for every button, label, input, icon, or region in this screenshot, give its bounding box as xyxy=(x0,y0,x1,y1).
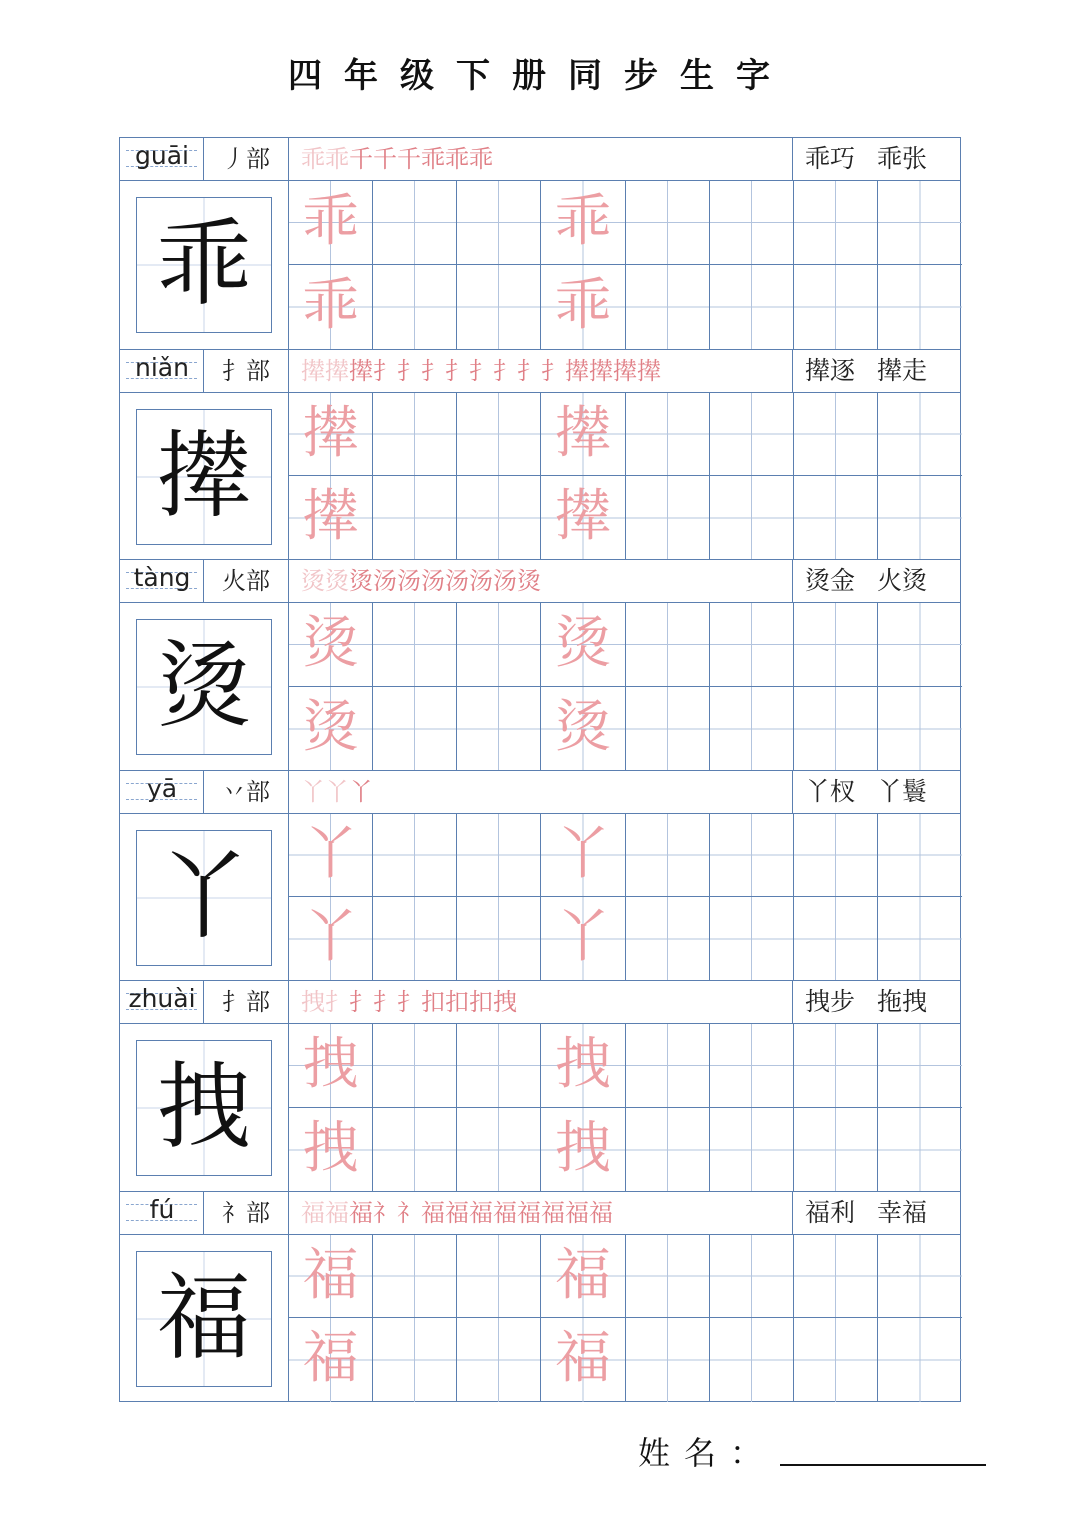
model-char-area xyxy=(120,1024,289,1192)
model-char: 乖 xyxy=(156,210,251,319)
pinyin-cell xyxy=(120,981,204,1023)
writing-cell[interactable] xyxy=(457,687,541,771)
writing-grid xyxy=(289,181,962,349)
example-word: 火烫 xyxy=(877,566,928,595)
writing-cell[interactable] xyxy=(710,476,794,560)
stroke-step: 福 xyxy=(349,1198,373,1227)
stroke-step: 烫 xyxy=(325,567,349,595)
entry-header xyxy=(120,981,960,1024)
writing-cell[interactable] xyxy=(373,1235,457,1319)
writing-cell[interactable] xyxy=(373,393,457,477)
radical-label: 火部 xyxy=(204,560,289,602)
trace-char: 烫 xyxy=(302,611,359,676)
stroke-step: 汤 xyxy=(373,567,397,595)
writing-cell[interactable] xyxy=(710,897,794,981)
writing-cell[interactable] xyxy=(878,814,962,898)
writing-cell[interactable] xyxy=(794,1318,878,1402)
trace-char: 烫 xyxy=(554,611,611,676)
writing-cell[interactable] xyxy=(878,476,962,560)
pinyin: fú xyxy=(149,1194,175,1224)
trace-char: 撵 xyxy=(554,400,611,466)
stroke-step: 撵 xyxy=(565,356,589,385)
writing-cell[interactable] xyxy=(289,1108,373,1192)
stroke-step: 扌 xyxy=(325,988,349,1016)
char-entry xyxy=(120,770,960,981)
stroke-step: 撵 xyxy=(589,356,613,385)
writing-cell[interactable] xyxy=(289,1024,373,1108)
stroke-step: 福 xyxy=(325,1198,349,1227)
writing-cell[interactable] xyxy=(541,1235,625,1319)
radical-label: 礻部 xyxy=(204,1192,289,1234)
writing-cell[interactable] xyxy=(710,1024,794,1108)
stroke-step: 福 xyxy=(421,1198,445,1227)
stroke-step: 福 xyxy=(493,1198,517,1227)
example-word: 乖巧 xyxy=(805,144,856,173)
writing-cell[interactable] xyxy=(878,1108,962,1192)
stroke-step: 烫 xyxy=(301,567,325,595)
model-char-box xyxy=(136,619,272,755)
stroke-step: 乖 xyxy=(301,145,325,173)
stroke-step: 千 xyxy=(397,145,421,173)
model-char-area xyxy=(120,1235,289,1403)
writing-cell[interactable] xyxy=(878,687,962,771)
stroke-step: 扌 xyxy=(517,356,541,385)
writing-cell[interactable] xyxy=(626,603,710,687)
writing-cell[interactable] xyxy=(626,1235,710,1319)
trace-char: 拽 xyxy=(554,1032,611,1097)
stroke-step: 扌 xyxy=(349,988,373,1016)
trace-char: 福 xyxy=(302,1326,359,1392)
stroke-step: 汤 xyxy=(445,567,469,595)
writing-cell[interactable] xyxy=(373,897,457,981)
writing-cell[interactable] xyxy=(794,1108,878,1192)
name-blank[interactable] xyxy=(780,1464,986,1466)
writing-cell[interactable] xyxy=(794,687,878,771)
writing-cell[interactable] xyxy=(710,1318,794,1402)
stroke-step: 福 xyxy=(517,1198,541,1227)
model-char-area xyxy=(120,393,289,561)
writing-cell[interactable] xyxy=(710,265,794,349)
stroke-step: 扌 xyxy=(397,988,421,1016)
stroke-step: 撵 xyxy=(301,356,325,385)
example-word: 乖张 xyxy=(877,144,928,173)
writing-cell[interactable] xyxy=(541,265,625,349)
writing-cell[interactable] xyxy=(373,814,457,898)
example-words xyxy=(793,560,962,602)
stroke-step: 丫 xyxy=(301,777,325,806)
writing-cell[interactable] xyxy=(541,393,625,477)
writing-cell[interactable] xyxy=(710,687,794,771)
radical-label: 丿部 xyxy=(204,138,289,180)
writing-cell[interactable] xyxy=(457,603,541,687)
writing-cell[interactable] xyxy=(626,814,710,898)
writing-cell[interactable] xyxy=(373,181,457,265)
writing-cell[interactable] xyxy=(373,603,457,687)
writing-cell[interactable] xyxy=(457,897,541,981)
model-char-area xyxy=(120,181,289,349)
stroke-step: 扣 xyxy=(469,988,493,1016)
writing-cell[interactable] xyxy=(878,1318,962,1402)
stroke-step: 扌 xyxy=(421,356,445,385)
pinyin: niǎn xyxy=(135,352,189,382)
writing-cell[interactable] xyxy=(794,814,878,898)
writing-cell[interactable] xyxy=(289,814,373,898)
writing-cell[interactable] xyxy=(626,1024,710,1108)
example-word: 撵逐 xyxy=(805,355,856,385)
example-words xyxy=(793,1192,962,1234)
writing-cell[interactable] xyxy=(710,814,794,898)
writing-cell[interactable] xyxy=(541,687,625,771)
stroke-step: 千 xyxy=(373,145,397,173)
stroke-step: 扣 xyxy=(421,988,445,1016)
pinyin-cell xyxy=(120,771,204,813)
writing-cell[interactable] xyxy=(794,476,878,560)
example-word: 福利 xyxy=(805,1197,856,1227)
writing-cell[interactable] xyxy=(289,476,373,560)
stroke-step: 扌 xyxy=(373,356,397,385)
example-word: 撵走 xyxy=(877,355,928,385)
trace-char: 乖 xyxy=(554,272,611,338)
char-entry xyxy=(120,980,960,1191)
stroke-step: 拽 xyxy=(493,988,517,1016)
trace-char: 撵 xyxy=(554,484,611,550)
writing-cell[interactable] xyxy=(289,687,373,771)
writing-cell[interactable] xyxy=(794,897,878,981)
example-word: 丫鬟 xyxy=(877,776,928,806)
trace-char: 烫 xyxy=(554,694,611,760)
writing-cell[interactable] xyxy=(289,603,373,687)
writing-cell[interactable] xyxy=(457,476,541,560)
trace-char: 撵 xyxy=(302,484,359,550)
writing-cell[interactable] xyxy=(710,603,794,687)
model-char: 拽 xyxy=(156,1053,251,1162)
writing-cell[interactable] xyxy=(626,897,710,981)
writing-cell[interactable] xyxy=(878,181,962,265)
trace-char: 丫 xyxy=(554,905,611,971)
writing-cell[interactable] xyxy=(710,181,794,265)
stroke-step: 扌 xyxy=(541,356,565,385)
stroke-step: 汤 xyxy=(493,567,517,595)
trace-char: 丫 xyxy=(554,821,611,887)
writing-cell[interactable] xyxy=(710,1235,794,1319)
stroke-step: 汤 xyxy=(469,567,493,595)
entry-header xyxy=(120,771,960,814)
writing-cell[interactable] xyxy=(289,1235,373,1319)
writing-cell[interactable] xyxy=(541,181,625,265)
stroke-step: 乖 xyxy=(469,145,493,173)
radical-label: 丷部 xyxy=(204,771,289,813)
stroke-step: 乖 xyxy=(445,145,469,173)
trace-char: 拽 xyxy=(302,1115,359,1181)
model-char: 丫 xyxy=(156,842,251,952)
trace-char: 乖 xyxy=(302,189,359,254)
name-field[interactable] xyxy=(638,1428,986,1474)
model-char: 撵 xyxy=(156,421,251,531)
writing-cell[interactable] xyxy=(541,814,625,898)
writing-cell[interactable] xyxy=(541,603,625,687)
model-char: 烫 xyxy=(156,632,251,741)
model-char-area xyxy=(120,814,289,982)
writing-cell[interactable] xyxy=(626,181,710,265)
example-word: 幸福 xyxy=(877,1197,928,1227)
writing-cell[interactable] xyxy=(794,603,878,687)
writing-cell[interactable] xyxy=(878,265,962,349)
pinyin: tàng xyxy=(133,563,191,592)
writing-grid xyxy=(289,393,962,561)
trace-char: 乖 xyxy=(554,189,611,254)
pinyin-cell xyxy=(120,350,204,392)
writing-cell[interactable] xyxy=(289,265,373,349)
writing-cell[interactable] xyxy=(457,181,541,265)
pinyin: zhuài xyxy=(128,984,196,1013)
stroke-step: 汤 xyxy=(421,567,445,595)
writing-cell[interactable] xyxy=(457,265,541,349)
writing-cell[interactable] xyxy=(878,393,962,477)
practice-sheet xyxy=(119,137,961,1402)
model-char-box xyxy=(136,830,272,966)
entry-header xyxy=(120,350,960,393)
writing-cell[interactable] xyxy=(289,897,373,981)
writing-cell[interactable] xyxy=(373,1318,457,1402)
trace-char: 撵 xyxy=(302,400,359,466)
trace-char: 拽 xyxy=(554,1115,611,1181)
char-entry xyxy=(120,349,960,560)
example-word: 丫杈 xyxy=(805,776,856,806)
writing-cell[interactable] xyxy=(626,476,710,560)
writing-cell[interactable] xyxy=(710,1108,794,1192)
stroke-step: 撵 xyxy=(349,356,373,385)
name-label: 姓名： xyxy=(638,1434,777,1472)
radical-label: 扌部 xyxy=(204,350,289,392)
pinyin-cell xyxy=(120,560,204,602)
writing-cell[interactable] xyxy=(794,393,878,477)
model-char-box xyxy=(136,1040,272,1176)
entry-header xyxy=(120,560,960,603)
example-word: 拽步 xyxy=(805,987,856,1016)
example-words xyxy=(793,771,962,813)
trace-char: 烫 xyxy=(302,694,359,760)
pinyin-cell xyxy=(120,1192,204,1234)
stroke-step: 礻 xyxy=(373,1198,397,1227)
stroke-step: 汤 xyxy=(397,567,421,595)
stroke-step: 福 xyxy=(445,1198,469,1227)
trace-char: 福 xyxy=(554,1326,611,1392)
entry-header xyxy=(120,1192,960,1235)
stroke-order xyxy=(289,560,793,602)
stroke-step: 撵 xyxy=(613,356,637,385)
writing-cell[interactable] xyxy=(457,1108,541,1192)
writing-cell[interactable] xyxy=(373,1108,457,1192)
stroke-step: 丫 xyxy=(325,777,349,806)
writing-cell[interactable] xyxy=(626,1318,710,1402)
writing-cell[interactable] xyxy=(289,393,373,477)
writing-cell[interactable] xyxy=(457,1235,541,1319)
writing-cell[interactable] xyxy=(541,1024,625,1108)
writing-cell[interactable] xyxy=(289,1318,373,1402)
entry-header xyxy=(120,138,960,181)
stroke-step: 扌 xyxy=(397,356,421,385)
writing-cell[interactable] xyxy=(878,603,962,687)
stroke-order xyxy=(289,981,793,1023)
stroke-step: 扣 xyxy=(445,988,469,1016)
radical-label: 扌部 xyxy=(204,981,289,1023)
writing-cell[interactable] xyxy=(878,1235,962,1319)
stroke-step: 千 xyxy=(349,145,373,173)
stroke-step: 扌 xyxy=(469,356,493,385)
model-char-area xyxy=(120,603,289,771)
writing-cell[interactable] xyxy=(457,1024,541,1108)
stroke-step: 扌 xyxy=(373,988,397,1016)
stroke-order xyxy=(289,1192,793,1234)
writing-cell[interactable] xyxy=(794,181,878,265)
stroke-step: 乖 xyxy=(421,145,445,173)
stroke-step: 福 xyxy=(565,1198,589,1227)
stroke-order xyxy=(289,771,793,813)
writing-cell[interactable] xyxy=(457,1318,541,1402)
trace-char: 福 xyxy=(302,1242,359,1308)
writing-cell[interactable] xyxy=(794,265,878,349)
char-entry xyxy=(120,1191,960,1402)
trace-char: 拽 xyxy=(302,1032,359,1097)
char-entry xyxy=(120,559,960,770)
writing-cell[interactable] xyxy=(626,1108,710,1192)
example-words xyxy=(793,981,962,1023)
char-entry xyxy=(120,138,960,349)
pinyin: guāi xyxy=(135,141,189,170)
stroke-step: 福 xyxy=(469,1198,493,1227)
stroke-step: 福 xyxy=(301,1198,325,1227)
writing-cell[interactable] xyxy=(373,476,457,560)
example-word: 烫金 xyxy=(805,566,856,595)
stroke-step: 烫 xyxy=(349,567,373,595)
stroke-step: 撵 xyxy=(325,356,349,385)
writing-cell[interactable] xyxy=(878,1024,962,1108)
stroke-step: 乖 xyxy=(325,145,349,173)
model-char-box xyxy=(136,197,272,333)
writing-cell[interactable] xyxy=(710,393,794,477)
trace-char: 乖 xyxy=(302,272,359,338)
writing-cell[interactable] xyxy=(373,1024,457,1108)
model-char-box xyxy=(136,1251,272,1387)
writing-cell[interactable] xyxy=(626,265,710,349)
stroke-order xyxy=(289,138,793,180)
model-char-box xyxy=(136,409,272,545)
writing-cell[interactable] xyxy=(541,476,625,560)
writing-cell[interactable] xyxy=(373,265,457,349)
writing-cell[interactable] xyxy=(289,181,373,265)
writing-cell[interactable] xyxy=(794,1235,878,1319)
stroke-step: 福 xyxy=(589,1198,613,1227)
stroke-step: 烫 xyxy=(517,567,541,595)
page-title: 四年级下册同步生字 xyxy=(288,56,792,96)
model-char: 福 xyxy=(156,1263,251,1373)
stroke-step: 丫 xyxy=(349,777,373,806)
pinyin-cell xyxy=(120,138,204,180)
trace-char: 丫 xyxy=(302,905,359,971)
writing-grid xyxy=(289,1024,962,1192)
writing-grid xyxy=(289,1235,962,1403)
writing-cell[interactable] xyxy=(457,814,541,898)
example-word: 拖拽 xyxy=(877,987,928,1016)
writing-grid xyxy=(289,814,962,982)
trace-char: 福 xyxy=(554,1242,611,1308)
stroke-step: 撵 xyxy=(637,356,661,385)
stroke-step: 礻 xyxy=(397,1198,421,1227)
pinyin: yā xyxy=(146,773,178,803)
stroke-order xyxy=(289,350,793,392)
writing-cell[interactable] xyxy=(626,393,710,477)
writing-cell[interactable] xyxy=(541,1108,625,1192)
stroke-step: 拽 xyxy=(301,988,325,1016)
example-words xyxy=(793,138,962,180)
example-words xyxy=(793,350,962,392)
writing-cell[interactable] xyxy=(457,393,541,477)
writing-cell[interactable] xyxy=(626,687,710,771)
writing-grid xyxy=(289,603,962,771)
writing-cell[interactable] xyxy=(541,897,625,981)
writing-cell[interactable] xyxy=(878,897,962,981)
stroke-step: 扌 xyxy=(445,356,469,385)
stroke-step: 扌 xyxy=(493,356,517,385)
writing-cell[interactable] xyxy=(541,1318,625,1402)
trace-char: 丫 xyxy=(302,821,359,887)
writing-cell[interactable] xyxy=(794,1024,878,1108)
writing-cell[interactable] xyxy=(373,687,457,771)
stroke-step: 福 xyxy=(541,1198,565,1227)
